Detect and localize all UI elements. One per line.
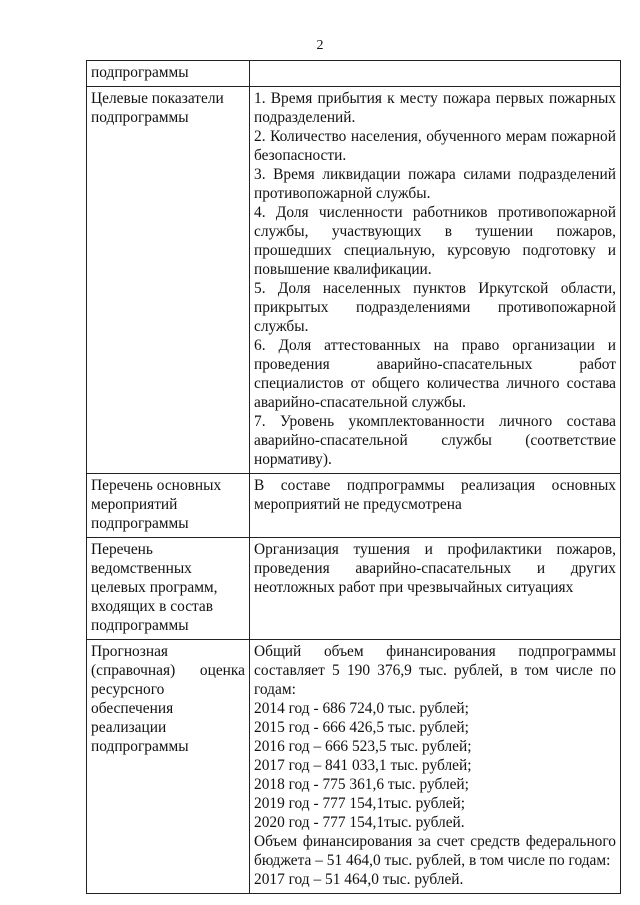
row-value bbox=[250, 61, 621, 87]
funding-estimate bbox=[250, 640, 621, 894]
label-line: ведомственных bbox=[91, 560, 192, 577]
row-label bbox=[87, 538, 250, 640]
funding-year: 2015 год - 666 426,5 тыс. рублей; bbox=[254, 719, 469, 736]
row-label bbox=[87, 640, 250, 894]
indicator-item: 3. Время ликвидации пожара силами подразделений противопожарной службы. bbox=[254, 166, 616, 202]
passport-table bbox=[86, 60, 621, 894]
label-line: подпрограммы bbox=[91, 109, 189, 126]
funding-year: 2014 год - 686 724,0 тыс. рублей; bbox=[254, 700, 469, 717]
target-indicators bbox=[250, 87, 621, 474]
table-row bbox=[87, 61, 621, 87]
indicator-item: 7. Уровень укомплектованности личного состава аварийно-спасательной службы (соответствие нормативу). bbox=[254, 413, 616, 468]
label-line: Целевые показатели bbox=[91, 90, 224, 107]
funding-year: 2017 год – 841 033,1 тыс. рублей; bbox=[254, 757, 472, 774]
indicator-item: 4. Доля численности работников противопожарной службы, участвующих в тушении пожаров, прошедших специальную, курсовую подготовку и повышение квалификации. bbox=[254, 204, 616, 278]
label-line: реализации bbox=[91, 719, 167, 736]
funding-year: 2016 год – 666 523,5 тыс. рублей; bbox=[254, 738, 472, 755]
indicator-item: 5. Доля населенных пунктов Иркутской области, прикрытых подразделениями противопожарной службы. bbox=[254, 280, 616, 335]
table-row bbox=[87, 87, 621, 474]
row-label bbox=[87, 61, 250, 87]
funding-year: 2020 год - 777 154,1тыс. рублей. bbox=[254, 814, 465, 831]
label-line: ресурсного bbox=[91, 681, 165, 698]
value-text: Организация тушения и профилактики пожаров, проведения аварийно-спасательных и других неотложных работ при чрезвычайных ситуациях bbox=[254, 541, 616, 596]
table-row bbox=[87, 640, 621, 894]
row-label bbox=[87, 474, 250, 538]
label-line: (справочная) оценка bbox=[91, 662, 245, 679]
table-row bbox=[87, 538, 621, 640]
indicator-item: 6. Доля аттестованных на право организации и проведения аварийно-спасательных работ специалистов от общего количества личного состава аварийно-спасательной службы. bbox=[254, 337, 616, 411]
row-label bbox=[87, 87, 250, 474]
funding-year: 2018 год - 775 361,6 тыс. рублей; bbox=[254, 776, 469, 793]
label-line: целевых программ, bbox=[91, 579, 218, 596]
label-line: подпрограммы bbox=[91, 738, 189, 755]
page-number: 2 bbox=[316, 38, 324, 53]
funding-year: 2019 год - 777 154,1тыс. рублей; bbox=[254, 795, 466, 812]
label-line: Перечень bbox=[91, 541, 153, 558]
label-line: подпрограммы bbox=[91, 515, 189, 532]
label-line: мероприятий bbox=[91, 496, 178, 513]
label-line: входящих в состав bbox=[91, 598, 214, 615]
label-line: Перечень основных bbox=[91, 477, 222, 494]
indicator-item: 1. Время прибытия к месту пожара первых пожарных подразделений. bbox=[254, 90, 616, 126]
departmental-programs bbox=[250, 538, 621, 640]
federal-funding: Объем финансирования за счет средств федерального бюджета – 51 464,0 тыс. рублей, в том числе по годам: bbox=[254, 833, 616, 869]
label-line: подпрограммы bbox=[91, 617, 189, 634]
value-text: В составе подпрограммы реализация основных мероприятий не предусмотрена bbox=[254, 477, 616, 513]
funding-total: Общий объем финансирования подпрограммы составляет 5 190 376,9 тыс. рублей, в том числе по годам: bbox=[254, 643, 616, 698]
label-line: подпрограммы bbox=[91, 64, 189, 81]
label-line: обеспечения bbox=[91, 700, 174, 717]
indicator-item: 2. Количество населения, обученного мерам пожарной безопасности. bbox=[254, 128, 616, 164]
funding-year: 2017 год – 51 464,0 тыс. рублей. bbox=[254, 871, 464, 888]
label-line: Прогнозная bbox=[91, 643, 168, 660]
main-activities bbox=[250, 474, 621, 538]
table-row bbox=[87, 474, 621, 538]
